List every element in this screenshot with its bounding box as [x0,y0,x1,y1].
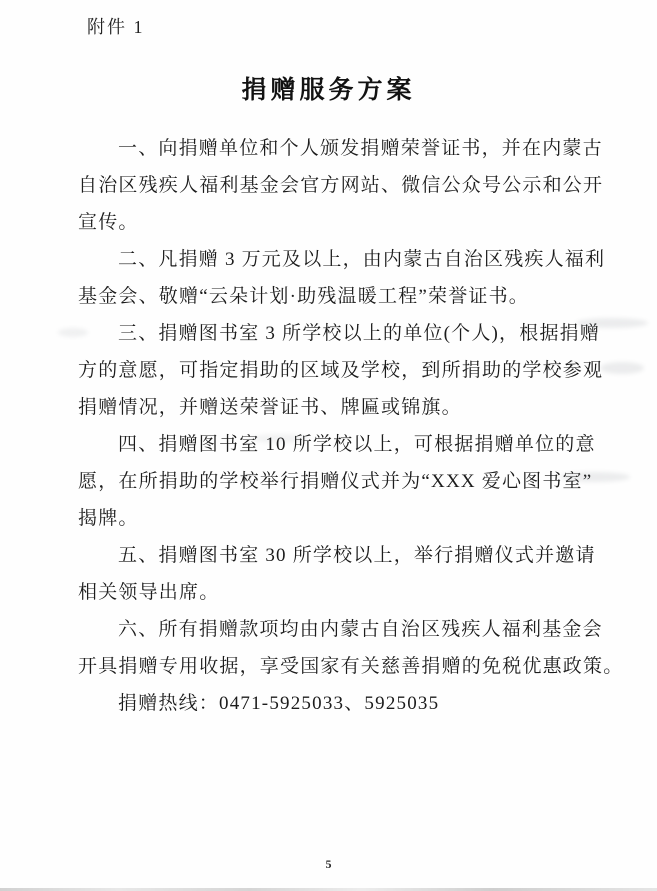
hotline-line: 捐赠热线：0471-5925033、5925035 [118,693,440,714]
attachment-label: 附件 1 [87,17,145,37]
paragraph-line: 相关领导出席。 [78,582,220,603]
page-number: 5 [325,857,332,871]
paragraph-line: 一、向捐赠单位和个人颁发捐赠荣誉证书，并在内蒙古 [118,138,603,159]
paragraph-line: 捐赠情况，并赠送荣誉证书、牌匾或锦旗。 [78,397,462,418]
document-body [78,130,624,722]
paragraph-line: 宣传。 [78,212,139,233]
paragraph-line: 四、捐赠图书室 10 所学校以上，可根据捐赠单位的意 [118,434,596,455]
paragraph-line: 愿，在所捐助的学校举行捐赠仪式并为“XXX 爱心图书室” [78,471,593,492]
paragraph-line: 基金会、敬赠“云朵计划·助残温暖工程”荣誉证书。 [78,286,529,307]
paragraph-line: 三、捐赠图书室 3 所学校以上的单位(个人)，根据捐赠 [118,323,601,344]
paragraph-line: 揭牌。 [78,508,139,529]
paragraph-line: 方的意愿，可指定捐助的区域及学校，到所捐助的学校参观 [78,360,604,381]
paragraph-line: 六、所有捐赠款项均由内蒙古自治区残疾人福利基金会 [118,619,603,640]
paragraph-line: 自治区残疾人福利基金会官方网站、微信公众号公示和公开 [78,175,604,196]
paragraph-line: 二、凡捐赠 3 万元及以上，由内蒙古自治区残疾人福利 [118,249,606,270]
paragraph-line: 开具捐赠专用收据，享受国家有关慈善捐赠的免税优惠政策。 [78,656,624,677]
paragraph-line: 五、捐赠图书室 30 所学校以上，举行捐赠仪式并邀请 [118,545,596,566]
page-title: 捐赠服务方案 [241,77,416,104]
